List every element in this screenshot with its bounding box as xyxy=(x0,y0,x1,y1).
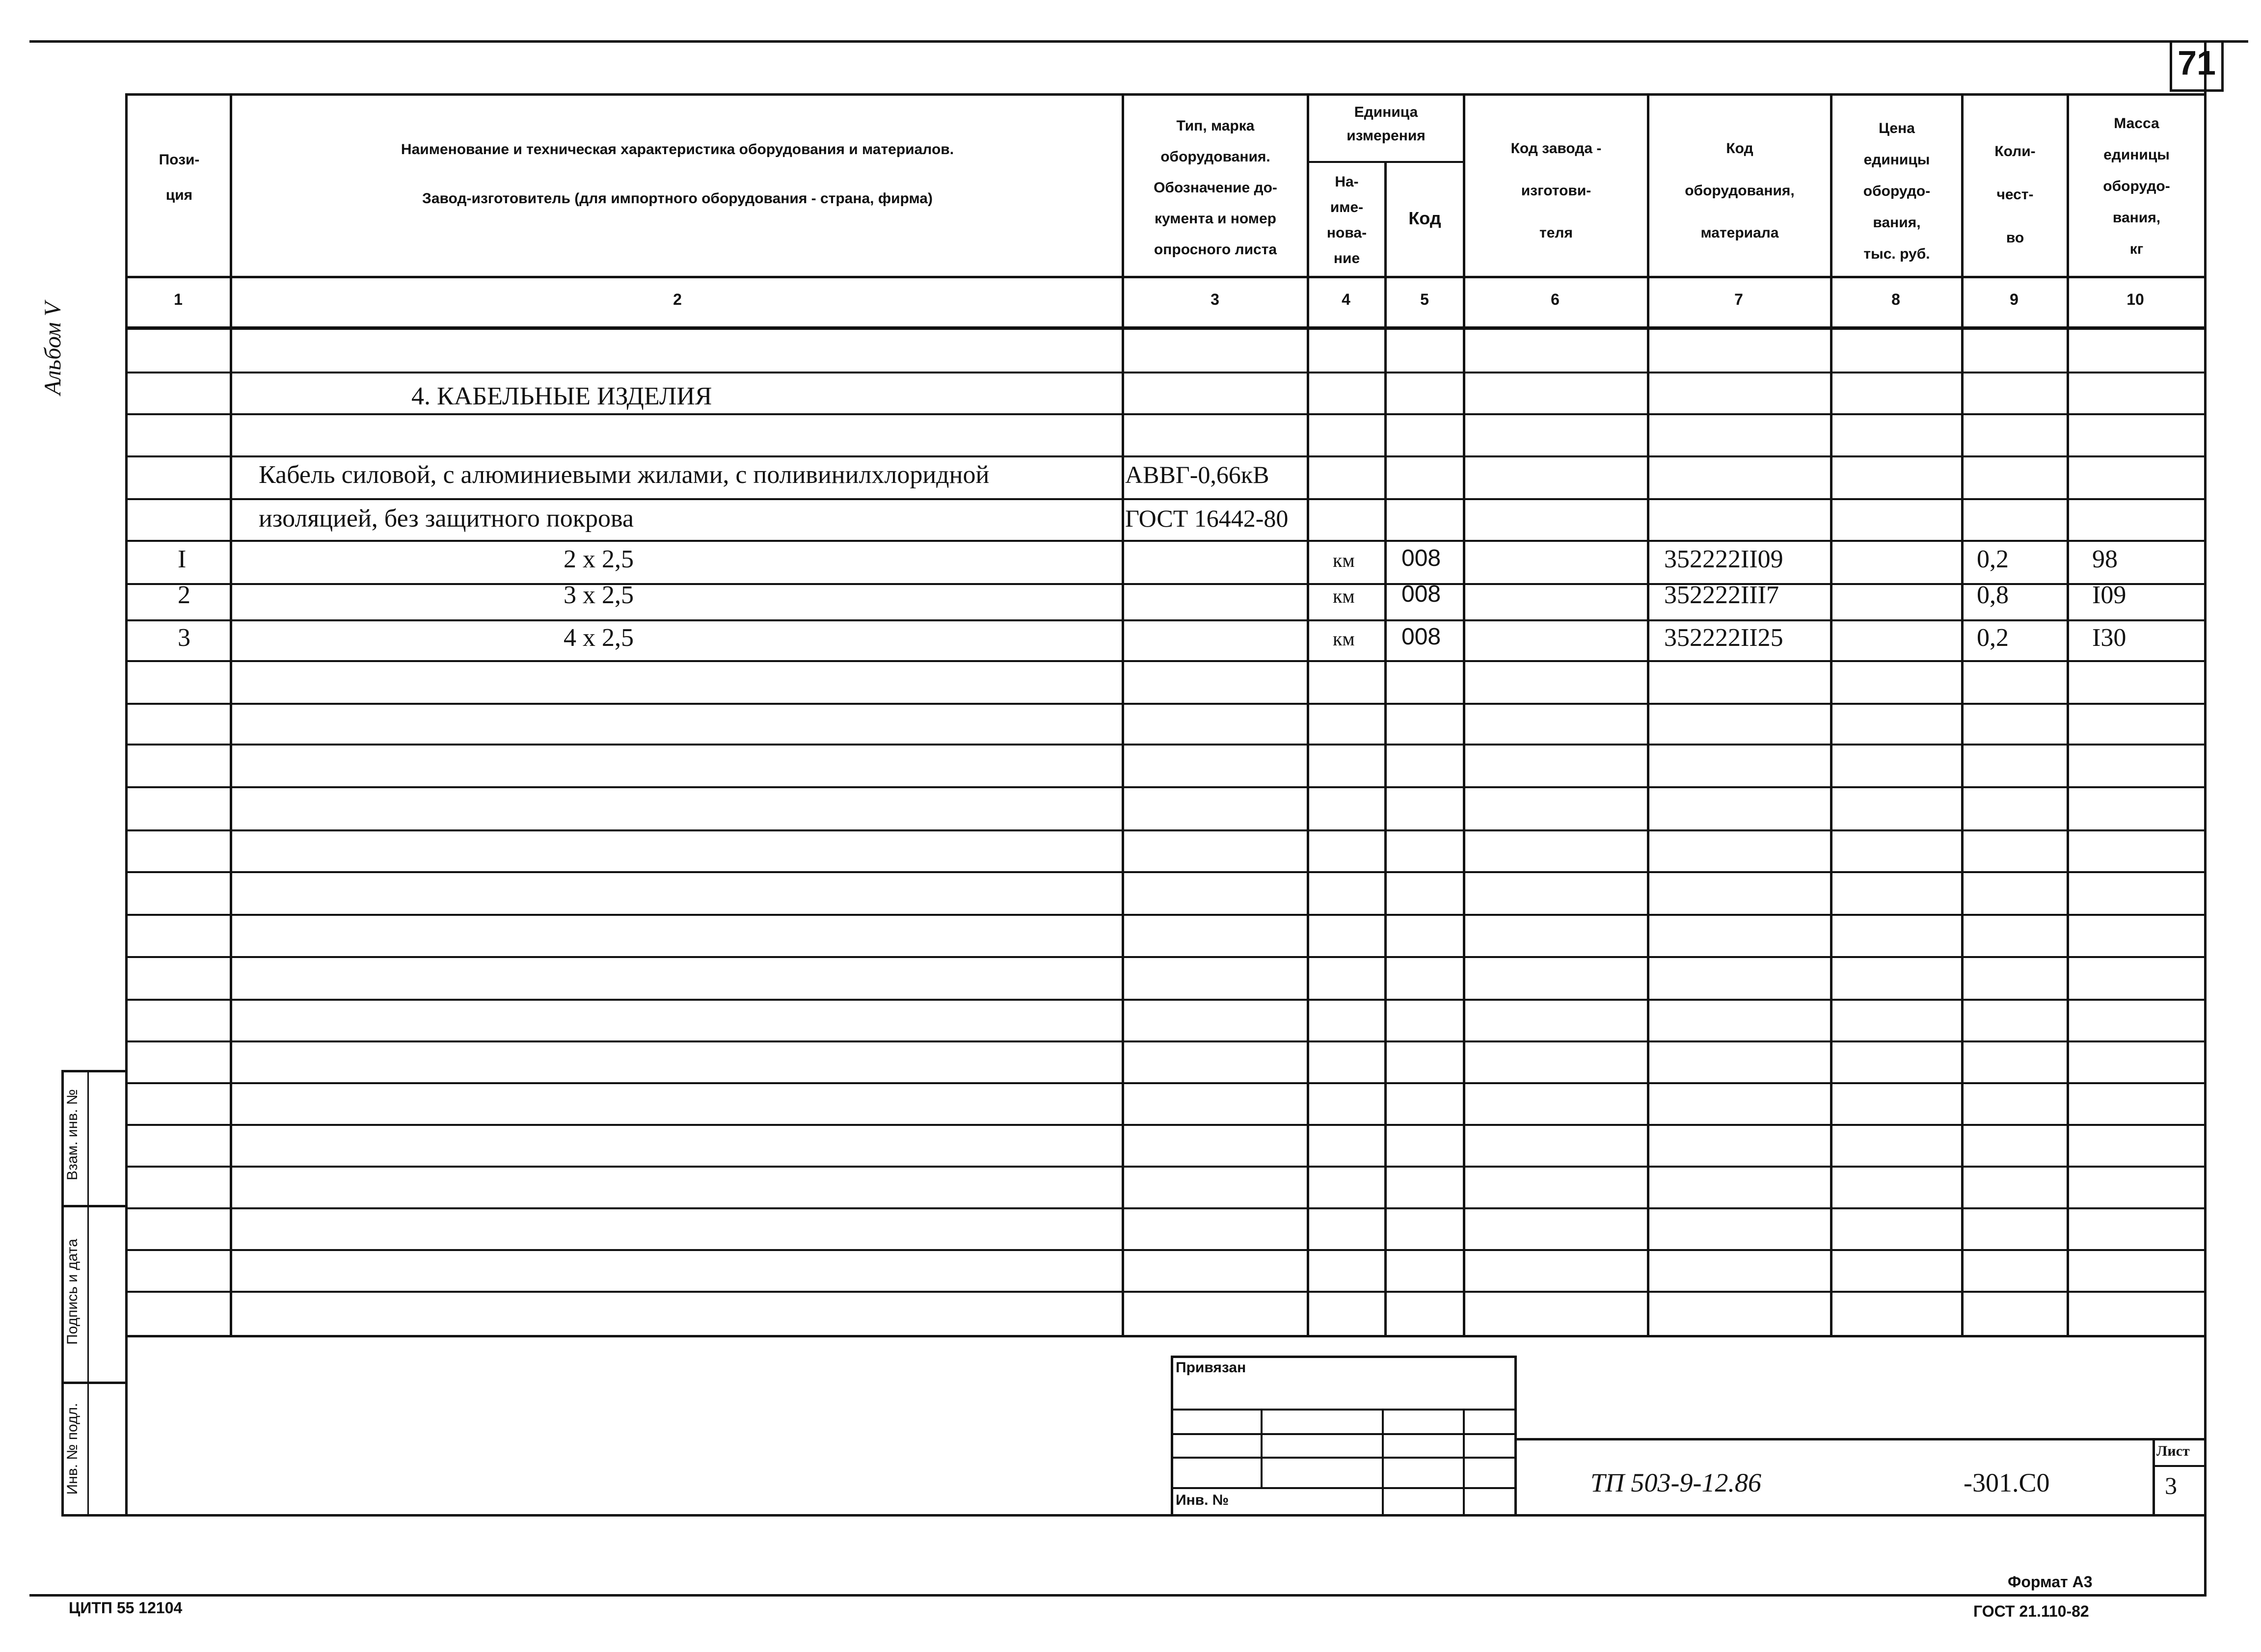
inv-no-label: Инв. № xyxy=(1176,1492,1229,1508)
row-position: 3 xyxy=(178,624,190,652)
row-line xyxy=(125,956,2207,958)
colnum-bottom-line xyxy=(125,326,2207,330)
row-line xyxy=(125,829,2207,831)
col-line-8 xyxy=(1961,93,1964,1335)
list-label: Лист xyxy=(2156,1443,2190,1459)
column-number: 3 xyxy=(1211,291,1219,308)
row-line xyxy=(125,540,2207,542)
list-box-left xyxy=(2153,1438,2155,1517)
row-line xyxy=(125,744,2207,746)
header-type: Тип, марка оборудования. Обозначение до- кумента и номер опросного листа xyxy=(1154,118,1277,258)
header-position: Пози- ция xyxy=(159,152,200,203)
row-line xyxy=(125,413,2207,415)
header-name-line1: Наименование и техническая характеристика оборудования и материалов. xyxy=(401,141,954,158)
header-price: Цена единицы оборудо- вания, тыс. руб. xyxy=(1863,120,1931,262)
column-number: 4 xyxy=(1342,291,1350,308)
col-line-2 xyxy=(1122,93,1124,1335)
row-line xyxy=(125,583,2207,585)
col-line-4 xyxy=(1384,162,1387,1335)
row-line xyxy=(125,914,2207,916)
row-unit: км xyxy=(1333,585,1355,607)
top-border-line xyxy=(29,40,2248,43)
row-mass: I30 xyxy=(2092,624,2126,652)
row-line xyxy=(125,871,2207,873)
side-album-label: Альбом V xyxy=(40,302,66,395)
doc-code: ТП 503-9-12.86 xyxy=(1590,1468,1761,1497)
list-box-mid xyxy=(2153,1465,2207,1467)
row-line xyxy=(125,1166,2207,1168)
header-unit-name: На- име- нова- ние xyxy=(1326,174,1367,266)
row-line xyxy=(125,1207,2207,1209)
list-value: 3 xyxy=(2165,1472,2177,1499)
header-bottom-line xyxy=(125,276,2207,278)
footer-gost: ГОСТ 21.110-82 xyxy=(1973,1602,2089,1620)
row-position: I xyxy=(178,545,187,573)
row-unit-code: 008 xyxy=(1401,581,1441,607)
footer-format: Формат А3 xyxy=(2008,1573,2093,1591)
row-unit: км xyxy=(1333,628,1355,650)
row-quantity: 0,8 xyxy=(1977,581,2009,609)
sheet-number: 71 xyxy=(2178,44,2216,82)
row-unit-code: 008 xyxy=(1401,624,1441,650)
row-line xyxy=(125,455,2207,457)
col-line-5 xyxy=(1463,93,1465,1335)
row-line xyxy=(125,660,2207,662)
footer-left: ЦИТП 55 12104 xyxy=(69,1599,183,1617)
doc-suffix: -301.С0 xyxy=(1964,1468,2050,1497)
column-number: 7 xyxy=(1734,291,1743,308)
section-title: 4. КАБЕЛЬНЫЕ ИЗДЕЛИЯ xyxy=(411,382,712,410)
row-mass: I09 xyxy=(2092,581,2126,609)
col-line-9 xyxy=(2067,93,2069,1335)
column-number: 6 xyxy=(1551,291,1560,308)
header-mass: Масса единицы оборудо- вания, кг xyxy=(2103,115,2170,257)
row-name: 3 x 2,5 xyxy=(564,581,634,609)
bottom-border-line xyxy=(29,1594,2207,1597)
row-position: 2 xyxy=(178,581,190,609)
row-line xyxy=(125,1124,2207,1126)
side-podpis-label: Подпись и дата xyxy=(64,1239,81,1345)
column-number: 10 xyxy=(2126,291,2144,308)
row-line xyxy=(125,372,2207,373)
row-unit: км xyxy=(1333,549,1355,571)
stamp-top-line xyxy=(125,1335,2207,1337)
item-description-line2: изоляцией, без защитного покрова xyxy=(259,505,634,533)
stamp-doc-line xyxy=(1517,1438,2207,1440)
privyazan-row2 xyxy=(1171,1433,1517,1435)
privyazan-label: Привязан xyxy=(1176,1359,1246,1376)
row-unit-code: 008 xyxy=(1401,545,1441,571)
left-strip-inner xyxy=(87,1070,89,1517)
col-line-1 xyxy=(230,93,232,1335)
side-inv-podl-label: Инв. № подл. xyxy=(64,1403,81,1495)
col-line-6 xyxy=(1647,93,1649,1335)
item-type-line1: АВВГ-0,66кВ xyxy=(1125,461,1269,488)
row-line xyxy=(125,703,2207,705)
unit-group-line xyxy=(1307,161,1465,163)
row-line xyxy=(125,1040,2207,1042)
row-name: 4 x 2,5 xyxy=(564,624,634,652)
header-equipment-code: Код оборудования, материала xyxy=(1685,140,1795,241)
left-strip-line xyxy=(125,93,128,1517)
row-line xyxy=(125,1082,2207,1084)
header-name-line2: Завод-изготовитель (для импортного оборудования - страна, фирма) xyxy=(422,190,933,207)
col-line-3 xyxy=(1307,93,1309,1335)
column-number: 8 xyxy=(1891,291,1900,308)
header-quantity: Коли- чест- во xyxy=(1994,143,2036,246)
row-line xyxy=(125,1291,2207,1293)
header-unit-group: Единица измерения xyxy=(1346,104,1426,144)
row-quantity: 0,2 xyxy=(1977,545,2009,573)
privyazan-col2 xyxy=(1382,1409,1384,1517)
column-number: 9 xyxy=(2010,291,2019,308)
column-number: 2 xyxy=(673,291,682,308)
privyazan-row4 xyxy=(1171,1487,1517,1489)
privyazan-col1 xyxy=(1261,1409,1263,1487)
row-equipment-code: 352222II09 xyxy=(1664,545,1783,573)
row-line xyxy=(125,786,2207,788)
row-equipment-code: 352222III7 xyxy=(1664,581,1779,609)
row-line xyxy=(125,999,2207,1001)
row-line xyxy=(125,1249,2207,1251)
column-number: 5 xyxy=(1420,291,1429,308)
left-outer-line xyxy=(61,1070,64,1517)
col-line-7 xyxy=(1830,93,1832,1335)
privyazan-row1 xyxy=(1171,1409,1517,1411)
row-line xyxy=(125,619,2207,621)
privyazan-row3 xyxy=(1171,1457,1517,1459)
column-number: 1 xyxy=(174,291,183,308)
row-equipment-code: 352222II25 xyxy=(1664,624,1783,652)
row-name: 2 x 2,5 xyxy=(564,545,634,573)
item-type-line2: ГОСТ 16442-80 xyxy=(1125,505,1289,532)
side-vzam-label: Взам. инв. № xyxy=(64,1089,81,1180)
header-factory-code: Код завода - изготови- теля xyxy=(1510,140,1602,241)
row-quantity: 0,2 xyxy=(1977,624,2009,652)
row-line xyxy=(125,498,2207,500)
header-unit-code: Код xyxy=(1408,208,1441,228)
item-description-line1: Кабель силовой, с алюминиевыми жилами, с поливинилхлоридной xyxy=(259,461,990,489)
row-mass: 98 xyxy=(2092,545,2118,573)
privyazan-col3 xyxy=(1463,1409,1465,1517)
